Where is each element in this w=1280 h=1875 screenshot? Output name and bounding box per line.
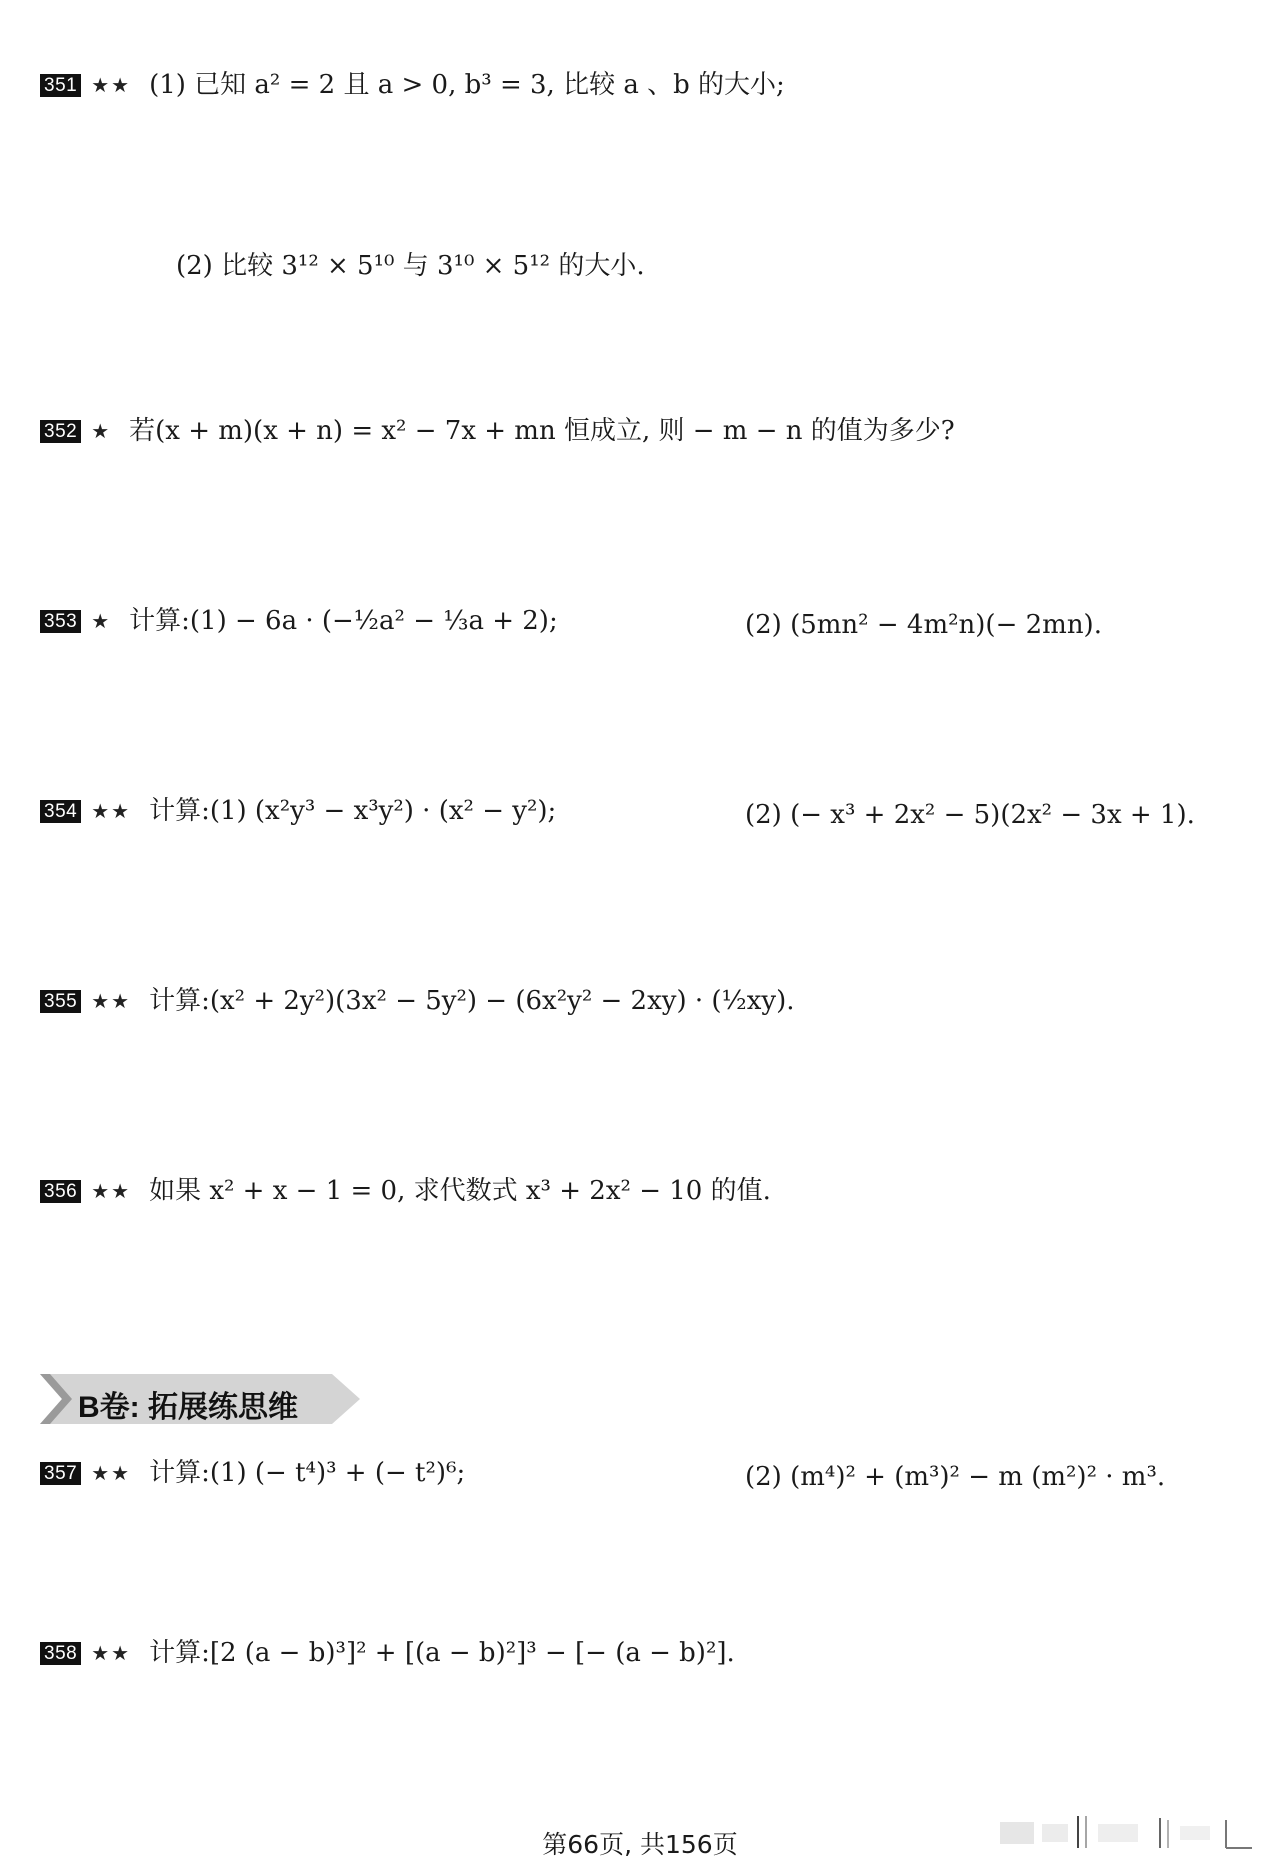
problem-351-part2: (2) 比较 3¹² × 5¹⁰ 与 3¹⁰ × 5¹² 的大小. bbox=[176, 251, 645, 281]
problem-number: 356 bbox=[40, 1180, 81, 1203]
problem-number: 355 bbox=[40, 990, 81, 1013]
problem-357-part2: (2) (m⁴)² + (m³)² − m (m²)² · m³. bbox=[745, 1462, 1166, 1492]
page-footer: 第66页, 共156页 bbox=[542, 1830, 738, 1859]
problem-number: 354 bbox=[40, 800, 81, 823]
difficulty-stars: ★★ bbox=[91, 1179, 132, 1203]
section-title: B卷: 拓展练思维 bbox=[78, 1391, 298, 1424]
difficulty-stars: ★★ bbox=[91, 1641, 132, 1665]
scan-artifact-icon bbox=[990, 1808, 1260, 1858]
problem-text: 若(x + m)(x + n) = x² − 7x + mn 恒成立, 则 − m − n 的值为多少? bbox=[129, 416, 955, 446]
section-banner bbox=[40, 1370, 360, 1428]
problem-354 bbox=[40, 798, 556, 824]
difficulty-stars: ★★ bbox=[91, 989, 132, 1013]
difficulty-stars: ★★ bbox=[91, 1461, 132, 1485]
problem-353-part2: (2) (5mn² − 4m²n)(− 2mn). bbox=[745, 610, 1102, 640]
problem-number: 352 bbox=[40, 420, 81, 443]
problem-352 bbox=[40, 418, 955, 444]
problem-text-part1: (1) 已知 a² = 2 且 a > 0, b³ = 3, 比较 a 、b 的大小; bbox=[149, 70, 785, 100]
difficulty-stars: ★ bbox=[91, 419, 112, 443]
problem-number: 358 bbox=[40, 1642, 81, 1665]
problem-text: 如果 x² + x − 1 = 0, 求代数式 x³ + 2x² − 10 的值. bbox=[149, 1176, 771, 1206]
problem-354-part2: (2) (− x³ + 2x² − 5)(2x² − 3x + 1). bbox=[745, 800, 1195, 830]
difficulty-stars: ★ bbox=[91, 609, 112, 633]
problem-351 bbox=[40, 72, 785, 98]
difficulty-stars: ★★ bbox=[91, 73, 132, 97]
problem-text-part1: 计算:(1) (x²y³ − x³y²) · (x² − y²); bbox=[149, 796, 557, 826]
problem-358 bbox=[40, 1640, 735, 1666]
problem-number: 357 bbox=[40, 1462, 81, 1485]
problem-text: 计算:[2 (a − b)³]² + [(a − b)²]³ − [− (a − b)²]. bbox=[149, 1638, 735, 1668]
problem-356 bbox=[40, 1178, 771, 1204]
difficulty-stars: ★★ bbox=[91, 799, 132, 823]
problem-357 bbox=[40, 1460, 465, 1486]
problem-355 bbox=[40, 988, 795, 1014]
problem-text: 计算:(x² + 2y²)(3x² − 5y²) − (6x²y² − 2xy) · (½xy). bbox=[149, 986, 795, 1016]
problem-number: 353 bbox=[40, 610, 81, 633]
problem-text-part1: 计算:(1) (− t⁴)³ + (− t²)⁶; bbox=[149, 1458, 466, 1488]
problem-text-part1: 计算:(1) − 6a · (−½a² − ⅓a + 2); bbox=[129, 606, 558, 636]
problem-number: 351 bbox=[40, 74, 81, 97]
problem-353 bbox=[40, 608, 558, 634]
